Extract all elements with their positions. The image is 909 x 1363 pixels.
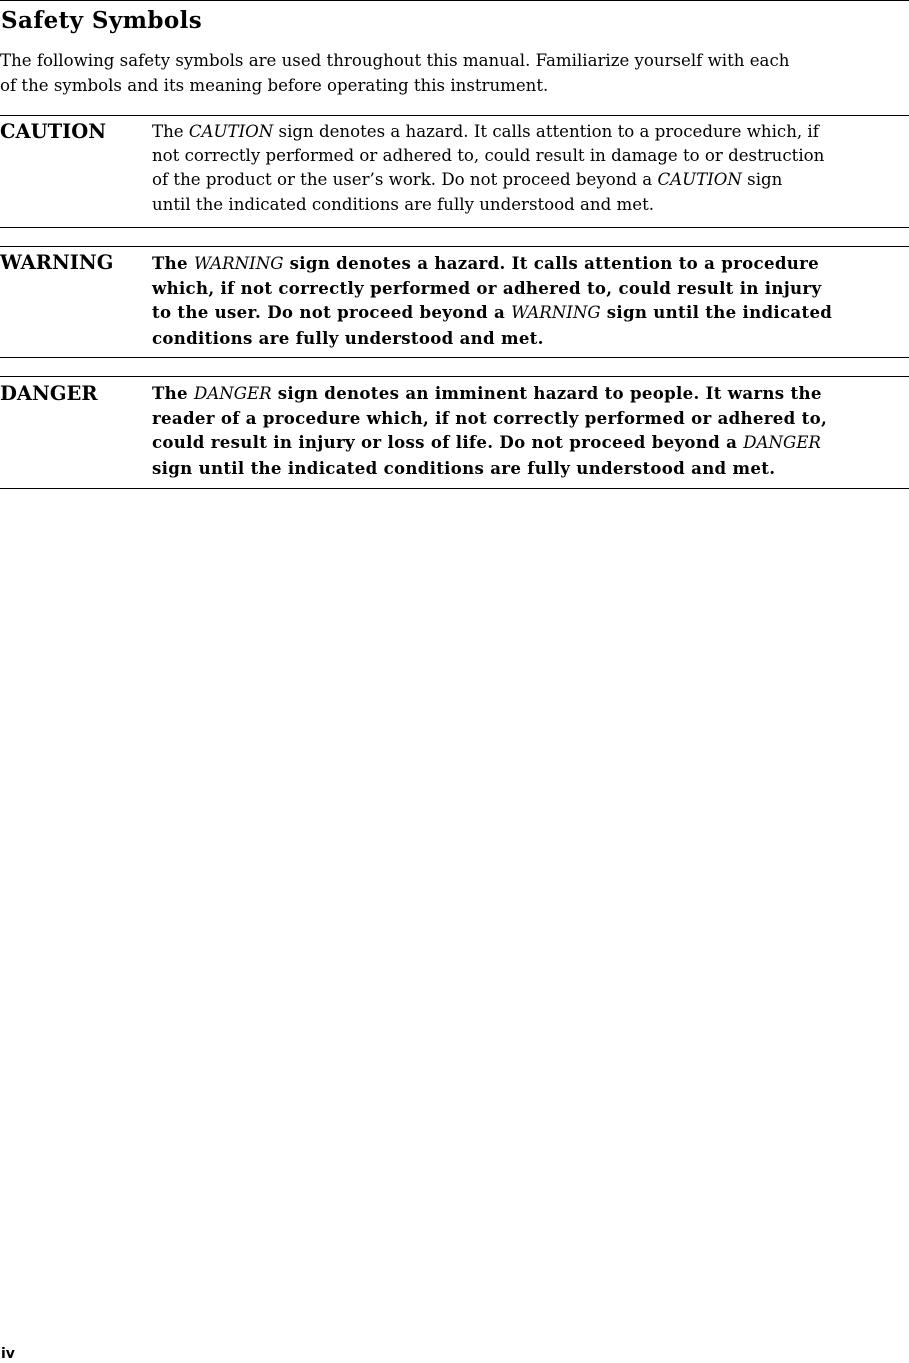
intro-paragraph [0,49,905,98]
warning-line-3: to the user. Do not proceed beyond a WARNING sign until the indicated [152,302,833,323]
page-number: iv [1,1346,15,1362]
caution-line-1: The CAUTION sign denotes a hazard. It calls attention to a procedure which, if [152,122,819,141]
warning-text [152,251,907,350]
danger-text [152,381,907,480]
warning-line-4: conditions are fully understood and met. [152,327,544,348]
caution-term: CAUTION [657,170,742,190]
danger-line-2: reader of a procedure which, if not correctly performed or adhered to, [152,408,828,429]
intro-line-1: The following safety symbols are used throughout this manual. Familiarize yourself with each [0,51,790,70]
page-title: Safety Symbols [1,7,203,34]
danger-top-rule [0,376,909,377]
caution-label: CAUTION [0,120,107,143]
intro-line-2: of the symbols and its meaning before operating this instrument. [0,75,549,95]
caution-top-rule [0,115,909,116]
danger-term: DANGER [743,433,821,453]
caution-line-2: not correctly performed or adhered to, could result in damage to or destruction [152,146,825,166]
caution-line-4: until the indicated conditions are fully understood and met. [152,194,655,214]
warning-bottom-rule [0,357,909,358]
caution-term: CAUTION [188,122,274,141]
top-rule [0,0,909,1]
warning-term: WARNING [193,254,284,273]
warning-line-1: The WARNING sign denotes a hazard. It calls attention to a procedure [152,253,819,273]
caution-line-3: of the product or the user’s work. Do not proceed beyond a CAUTION sign [152,170,783,190]
danger-term: DANGER [193,384,272,403]
danger-label: DANGER [0,382,98,405]
danger-line-1: The DANGER sign denotes an imminent hazard to people. It warns the [152,383,822,403]
danger-bottom-rule [0,488,909,489]
caution-bottom-rule [0,227,909,228]
warning-top-rule [0,246,909,247]
warning-label: WARNING [0,251,114,274]
danger-line-4: sign until the indicated conditions are fully understood and met. [152,457,776,478]
warning-line-2: which, if not correctly performed or adhered to, could result in injury [152,278,822,299]
danger-line-3: could result in injury or loss of life. Do not proceed beyond a DANGER [152,432,821,453]
caution-text [152,120,907,217]
warning-term: WARNING [511,303,601,323]
